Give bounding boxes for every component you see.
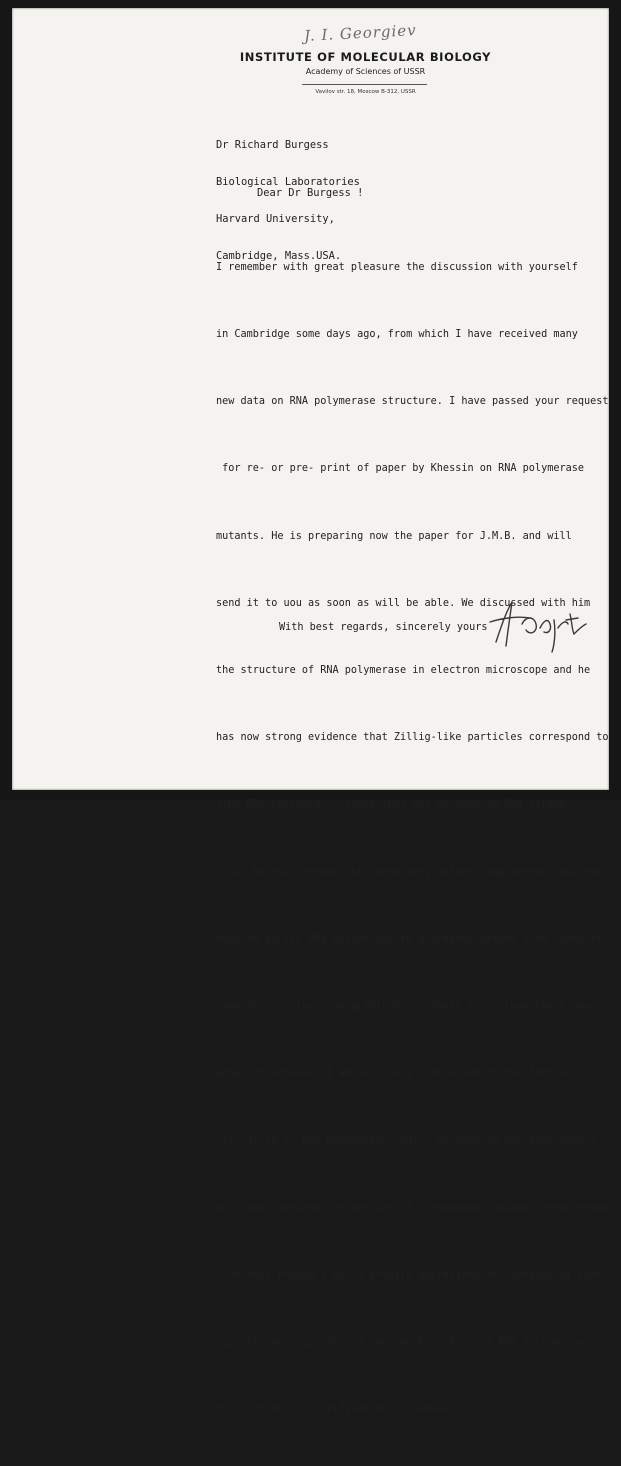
- body-line: discription of purification procedure.: [216, 1404, 456, 1416]
- handwritten-name: J. I. Georgiev: [303, 21, 418, 45]
- body-line: has now strong evidence that Zillig-like particles correspond to: [216, 732, 609, 744]
- letterhead-institute: INSTITUTE OF MOLECULAR BIOLOGY: [239, 50, 492, 64]
- body-line: the structure of RNA polymerase in electron microscope and he: [216, 665, 591, 677]
- body-line: reprints or preprints of your work on E. coli RNA polymerase or: [216, 1337, 603, 1349]
- body-line: gonal structures. I am also very interested in the further pu-: [216, 1068, 597, 1080]
- body-line: send it to uou as soon as will be able. We discussed with him: [216, 597, 591, 609]
- closing: With best regards, sincerely yours: [279, 622, 488, 633]
- body-line: for re- or pre- print of paper by Khessin on RNA polymerase: [216, 463, 585, 475]
- letterhead-address: Vavilov str. 18, Moscow B-312, USSR: [315, 89, 416, 95]
- body-line: in Cambridge some days ago, from which I have received many: [216, 329, 578, 341]
- letter-page: [12, 8, 615, 1416]
- recipient-line: Harvard University,: [216, 213, 335, 226]
- body-line: also. In this respect it seems very interesting wether you are: [216, 866, 603, 878]
- letterhead-rule: [302, 84, 427, 85]
- recipient-line: Biological Laboratories: [216, 176, 360, 189]
- salutation: Dear Dr Burgess !: [257, 187, 364, 199]
- recipient-line: Dr Richard Burgess: [216, 138, 329, 151]
- body-line: I remember with great pleasure the discussion with yourself: [216, 261, 578, 273]
- recipient-line: Cambridge, Mass.USA.: [216, 250, 342, 263]
- body-line: true RNA polymerase, since they may be seen on DNA strand: [216, 799, 566, 811]
- body-line: and Berg - glycerine gradient procedure to exclude these hexa-: [216, 1001, 603, 1013]
- letterhead-academy: Academy of Sciences of USSR: [305, 67, 426, 76]
- body-line: new data on RNA polymerase structure. I have passed your request: [216, 396, 609, 408]
- body-line: rification of RNA polymerase, which is used in our experiments: [216, 1135, 597, 1147]
- body-line: For this reason I would greatly appreciate for sending of some: [216, 1269, 603, 1281]
- body-line: mutants. He is preparing now the paper for J.M.B. and will: [216, 530, 572, 542]
- body-line: on transcriptional properties of chromosomal deoxynucleoproteins.: [216, 1202, 615, 1214]
- letter-body: [216, 212, 615, 1466]
- signature: [482, 594, 592, 654]
- body-line: able to purify RNA polymerase to a greater extent than Chamberlin: [216, 933, 615, 945]
